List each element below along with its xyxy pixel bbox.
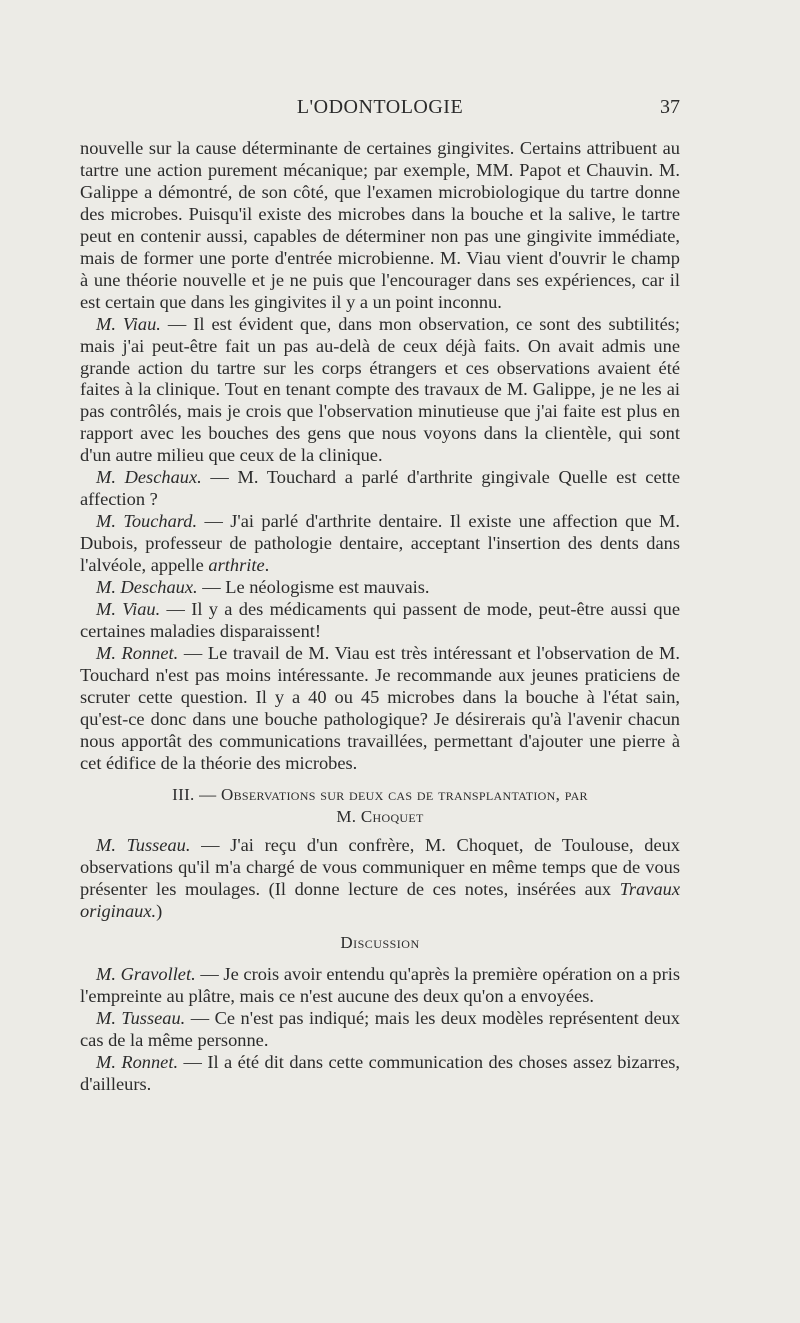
running-title: L'ODONTOLOGIE xyxy=(296,96,464,118)
discussion-heading: Discussion xyxy=(340,933,420,953)
running-header xyxy=(80,96,680,126)
section-author: M. Choquet xyxy=(336,806,424,826)
paragraph: M. Viau. — Il est évident que, dans mon observation, ce sont des subtilités; mais j'ai peut-être fait un pas au-delà de ceux déjà faits. On avait admis une grande action du tartre sur les corps étrangers et ces observations avaient été faites à la clinique. Tout en tenant compte des travaux de M. Galippe, je ne les ai pas contrôlés, mais je crois que l'observation minutieuse que j'ai faite est plus en rapport avec les bouches des gens que nous voyons dans la clientèle, qui sont d'un autre milieu que ceux de la clinique. xyxy=(80,313,680,466)
paragraph: M. Gravollet. — Je crois avoir entendu qu'après la première opération on a pris l'empreinte au plâtre, mais ce n'est aucune des deux qu'on a envoyées. xyxy=(80,964,680,1007)
paragraph: M. Ronnet. — Il a été dit dans cette communication des choses assez bizarres, d'ailleurs. xyxy=(80,1052,680,1095)
page-number: 37 xyxy=(660,96,680,118)
speaker: M. Ronnet. xyxy=(96,1052,179,1073)
speaker: M. Deschaux. xyxy=(96,467,202,488)
speaker: M. Tusseau. xyxy=(96,1008,186,1029)
speaker: M. Tusseau. xyxy=(96,834,191,855)
speaker: M. Viau. xyxy=(96,599,161,620)
speaker: M. Deschaux. xyxy=(96,577,198,598)
speaker: M. Viau. xyxy=(96,313,161,334)
paragraph: M. Viau. — Il y a des médicaments qui passent de mode, peut-être aussi que certaines maladies disparaissent! xyxy=(80,599,680,641)
section-title: — Observations sur deux cas de transplantation, par xyxy=(199,784,588,804)
paragraph: nouvelle sur la cause déterminante de certaines gingivites. Certains attribuent au tartre une action purement mécanique; par exemple, MM. Papot et Chauvin. M. Galippe a démontré, de son côté, que l'examen microbiologique du tartre donne des microbes. Puisqu'il existe des microbes dans la bouche et la salive, le tartre peut en contenir aussi, capables de déterminer non pas une gingivite immédiate, mais de former une porte d'entrée microbienne. M. Viau vient d'ouvrir le champ à une théorie nouvelle et je ne puis que l'encourager dans ses expériences, car il est certain que dans les gingivites il y a un point inconnu. xyxy=(80,138,680,312)
paragraph: M. Touchard. — J'ai parlé d'arthrite dentaire. Il existe une affection que M. Dubois, professeur de pathologie dentaire, acceptant l'insertion des dents dans l'alvéole, appelle arthrite. xyxy=(80,511,681,576)
paragraph: M. Tusseau. — Ce n'est pas indiqué; mais les deux modèles représentent deux cas de la même personne. xyxy=(80,1008,680,1051)
speaker: M. Touchard. xyxy=(96,511,198,532)
paragraph: M. Deschaux. — Le néologisme est mauvais. xyxy=(96,577,430,598)
paragraph: M. Tusseau. — J'ai reçu d'un confrère, M. Choquet, de Toulouse, deux observations qu'il m'a chargé de vous communiquer en même temps que de vous présenter les moulages. (Il donne lecture de ces notes, insérées aux Travaux originaux.) xyxy=(80,834,680,921)
speaker: M. Ronnet. xyxy=(96,642,179,663)
section-numeral: III. xyxy=(172,784,195,804)
section-heading xyxy=(80,784,680,828)
paragraph: M. Deschaux. — M. Touchard a parlé d'arthrite gingivale Quelle est cette affection ? xyxy=(80,467,681,510)
speaker: M. Gravollet. xyxy=(96,964,196,985)
paragraph: M. Ronnet. — Le travail de M. Viau est très intéressant et l'observation de M. Touchard n'est pas moins intéressante. Je recommande aux jeunes praticiens de scruter cette question. Il y a 40 ou 45 microbes dans la bouche à l'état sain, qu'est-ce donc dans une bouche pathologique? Je désirerais qu'à l'avenir chacun nous apportât des communications travaillées, permettant d'ajouter une pierre à cet édifice de la théorie des microbes. xyxy=(80,642,680,773)
body-text xyxy=(80,138,680,1096)
